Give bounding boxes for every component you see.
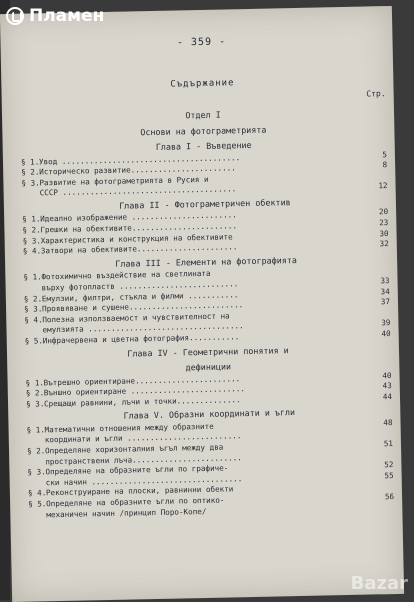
entry-page: 34	[380, 286, 390, 296]
section-number: § 3.	[22, 235, 42, 246]
chapter-heading-text: Отдел I	[185, 109, 221, 121]
entry-title: Срещащи равнини, лъчи и точки..............	[43, 394, 241, 409]
section-number: § 4.	[24, 315, 43, 325]
entry-title: Вътрешно ориентиране.......................	[43, 373, 241, 387]
entry-page: 56	[384, 492, 395, 502]
logo-text: Пламен	[29, 6, 105, 26]
section-number: § 4.	[22, 246, 42, 256]
chapter-heading-text: дефиниции	[185, 361, 232, 373]
entry-page: 51	[383, 439, 394, 449]
entry-page: 32	[379, 239, 389, 249]
section-number: § 1.	[26, 425, 45, 435]
entry-page: 39	[381, 318, 391, 328]
page-number: - 359 -	[176, 36, 227, 49]
entry-page: 44	[382, 391, 393, 401]
entry-title: Емулзии, филтри, стъкла и филми ...........	[41, 289, 239, 303]
entry-title: емулзиятa ..................................	[42, 321, 244, 335]
entry-page: 48	[383, 417, 393, 428]
entry-title: ски начин .................................	[45, 473, 243, 488]
page-column-label: Стр.	[366, 89, 386, 99]
chapter-heading-text: Основи на фотограметрията	[140, 124, 267, 137]
entry-title: Проявяване и сушене.........................	[41, 300, 244, 314]
document-page	[0, 6, 404, 602]
entry-page: 33	[380, 275, 390, 286]
section-number: § 2.	[26, 446, 46, 456]
section-number: § 1.	[20, 156, 40, 167]
chapter-heading-text: Глава I - Въведение	[155, 139, 252, 152]
entry-page: 20	[378, 207, 389, 217]
entry-page: 12	[378, 181, 388, 191]
entry-title: Идеално изображение .......................	[40, 210, 237, 224]
entry-title: координати и ъгли .........................	[44, 431, 242, 445]
entry-title: Инфрачервена и цветна фотография...........	[42, 332, 240, 346]
entry-page: 37	[380, 297, 391, 307]
entry-title: Грешки на обективите.......................	[40, 221, 238, 235]
chapter-heading-text: Глава IV - Геометрични понятия и	[127, 344, 289, 359]
section-number: § 2.	[22, 225, 41, 235]
toc-content	[19, 36, 395, 519]
section-number: § 2.	[21, 167, 40, 177]
entry-title: Полезна използваемост и чувствителност на	[42, 311, 230, 325]
section-number: § 1.	[25, 377, 44, 388]
entry-title: Фотохимично въздействие на светлината	[41, 269, 211, 282]
entry-page: 52	[384, 460, 394, 470]
entry-title: Увод .......................................	[38, 152, 241, 166]
section-number: § 4.	[27, 488, 47, 499]
chapter-heading-text: Глава V. Образни координати и ъгли	[123, 407, 296, 421]
chapter-heading	[20, 123, 386, 141]
entry-title: СССР ......................................	[39, 184, 237, 198]
section-number: § 1.	[23, 272, 42, 283]
section-number: § 1.	[22, 214, 41, 225]
page-column-label-row	[20, 90, 386, 108]
chapter-heading	[20, 107, 386, 125]
entry-title: Математични отношения между образните	[44, 421, 214, 435]
entry-page: 23	[379, 218, 389, 228]
entry-title: Определяне хоризонталния ъгъл между два	[44, 442, 224, 456]
toc-title-text: Съдържание	[170, 78, 235, 90]
section-number: § 2.	[25, 388, 45, 398]
entry-title: Развитие на фотограметрията в Русия и	[39, 174, 209, 188]
section-number: § 3.	[23, 304, 43, 314]
site-logo	[6, 6, 104, 26]
chapter-heading-text: Глава III - Елементи на фотографията	[115, 254, 297, 269]
entry-page: 40	[381, 328, 391, 339]
section-number: § 3.	[25, 399, 45, 409]
section-number: § 3.	[21, 178, 40, 188]
entry-title: механичен начин /принцип Поро-Копе/	[46, 506, 207, 519]
section-number: § 2.	[23, 293, 43, 304]
entry-title: Външно ориентиране .........................	[43, 384, 246, 398]
entry-page: 8	[382, 160, 388, 170]
entry-title: пространствени лъча........................	[45, 452, 242, 466]
entry-page: 40	[382, 370, 392, 380]
entry-page: 43	[382, 381, 392, 391]
entry-title: Затвори на обективите......................	[40, 242, 238, 256]
section-number: § 5.	[24, 336, 44, 346]
chapter-heading-text: Глава II - Фотограметричен обектив	[119, 197, 291, 211]
watermark-logo: Bazar	[350, 573, 408, 594]
section-number: § 3.	[27, 467, 46, 477]
entry-title: върху фотопластв ..........................	[41, 279, 239, 293]
entry-title: Реконструиране на плоски, равнинни обекти	[45, 484, 234, 498]
entry-page: 30	[379, 228, 389, 238]
entry-page: 55	[384, 470, 394, 481]
entry-title: Характеристика и конструкция на обективите	[40, 231, 233, 245]
section-number: § 5.	[28, 499, 47, 509]
logo-icon	[6, 7, 24, 25]
entry-title: Определяне на образните ъгли по оптико-	[46, 495, 225, 509]
entry-title: Историческо развитие.......................	[39, 163, 236, 177]
entry-title: Определяне на образните ъгли по графиче-	[45, 463, 229, 477]
entry-page: 5	[382, 149, 387, 159]
